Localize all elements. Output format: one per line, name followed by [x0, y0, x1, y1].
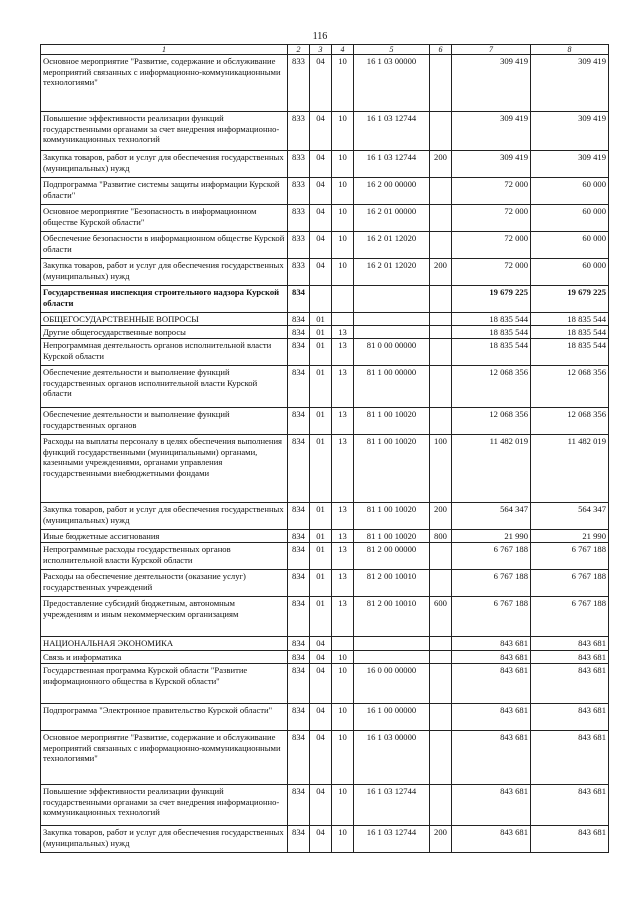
column-header: 4	[332, 45, 354, 55]
target-article-cell	[354, 326, 430, 339]
ministry-code-cell: 834	[288, 570, 310, 597]
row-name-cell: Основное мероприятие "Развитие, содержание и обслуживание мероприятий связанных с информационно-коммуникационными технологиями"	[41, 731, 288, 785]
row-name-cell: Расходы на обеспечение деятельности (оказание услуг) государственных учреждений	[41, 570, 288, 597]
target-article-cell: 16 1 00 00000	[354, 704, 430, 731]
amount-year2-cell: 309 419	[531, 151, 609, 178]
table-row	[41, 55, 609, 112]
section-code-cell: 01	[310, 326, 332, 339]
section-code-cell: 04	[310, 151, 332, 178]
expense-type-cell	[430, 651, 452, 664]
table-row	[41, 651, 609, 664]
amount-year2-cell: 60 000	[531, 178, 609, 205]
section-code-cell: 04	[310, 664, 332, 704]
target-article-cell: 81 1 00 10020	[354, 530, 430, 543]
table-row	[41, 570, 609, 597]
amount-year2-cell: 843 681	[531, 826, 609, 853]
ministry-code-cell: 834	[288, 326, 310, 339]
column-header: 1	[41, 45, 288, 55]
table-row	[41, 785, 609, 826]
amount-year2-cell: 843 681	[531, 704, 609, 731]
expense-type-cell: 200	[430, 259, 452, 286]
row-name-cell: Обеспечение безопасности в информационном обществе Курской области	[41, 232, 288, 259]
target-article-cell: 81 1 00 00000	[354, 366, 430, 408]
subsection-code-cell: 10	[332, 205, 354, 232]
amount-year2-cell: 21 990	[531, 530, 609, 543]
section-code-cell: 04	[310, 651, 332, 664]
amount-year2-cell: 843 681	[531, 637, 609, 651]
column-header: 2	[288, 45, 310, 55]
subsection-code-cell: 13	[332, 435, 354, 503]
expense-type-cell: 600	[430, 597, 452, 637]
table-row	[41, 530, 609, 543]
table-row	[41, 543, 609, 570]
section-code-cell: 01	[310, 366, 332, 408]
subsection-code-cell: 10	[332, 785, 354, 826]
expense-type-cell	[430, 731, 452, 785]
row-name-cell: Повышение эффективности реализации функций государственными органами за счет внедрения информационно-коммуникационных технологий	[41, 112, 288, 151]
target-article-cell: 16 2 00 00000	[354, 178, 430, 205]
amount-year1-cell: 6 767 188	[452, 597, 531, 637]
amount-year1-cell: 564 347	[452, 503, 531, 530]
target-article-cell: 16 2 01 12020	[354, 232, 430, 259]
row-name-cell: Закупка товаров, работ и услуг для обеспечения государственных (муниципальных) нужд	[41, 151, 288, 178]
section-code-cell: 01	[310, 597, 332, 637]
section-code-cell: 04	[310, 704, 332, 731]
amount-year1-cell: 843 681	[452, 826, 531, 853]
row-name-cell: Повышение эффективности реализации функций государственными органами за счет внедрения информационно-коммуникационных технологий	[41, 785, 288, 826]
table-row	[41, 704, 609, 731]
amount-year1-cell: 843 681	[452, 651, 531, 664]
amount-year1-cell: 18 835 544	[452, 326, 531, 339]
ministry-code-cell: 834	[288, 286, 310, 313]
amount-year2-cell: 18 835 544	[531, 326, 609, 339]
row-name-cell: Непрограммные расходы государственных органов исполнительной власти Курской области	[41, 543, 288, 570]
table-row	[41, 286, 609, 313]
section-code-cell: 04	[310, 785, 332, 826]
target-article-cell: 16 0 00 00000	[354, 664, 430, 704]
table-row	[41, 408, 609, 435]
expense-type-cell: 200	[430, 826, 452, 853]
section-code-cell: 04	[310, 55, 332, 112]
amount-year1-cell: 12 068 356	[452, 408, 531, 435]
column-header: 3	[310, 45, 332, 55]
expense-type-cell: 800	[430, 530, 452, 543]
amount-year2-cell: 19 679 225	[531, 286, 609, 313]
section-code-cell: 01	[310, 408, 332, 435]
row-name-cell: Подпрограмма "Электронное правительство Курской области"	[41, 704, 288, 731]
page-number: 116	[312, 31, 328, 42]
subsection-code-cell: 13	[332, 339, 354, 366]
table-row	[41, 205, 609, 232]
amount-year2-cell: 12 068 356	[531, 408, 609, 435]
amount-year1-cell: 309 419	[452, 55, 531, 112]
target-article-cell: 81 2 00 10010	[354, 597, 430, 637]
amount-year2-cell: 564 347	[531, 503, 609, 530]
ministry-code-cell: 833	[288, 112, 310, 151]
ministry-code-cell: 833	[288, 232, 310, 259]
amount-year2-cell: 18 835 544	[531, 339, 609, 366]
ministry-code-cell: 834	[288, 731, 310, 785]
expense-type-cell	[430, 55, 452, 112]
amount-year1-cell: 843 681	[452, 785, 531, 826]
ministry-code-cell: 834	[288, 435, 310, 503]
ministry-code-cell: 834	[288, 637, 310, 651]
ministry-code-cell: 834	[288, 785, 310, 826]
amount-year1-cell: 72 000	[452, 178, 531, 205]
row-name-cell: Связь и информатика	[41, 651, 288, 664]
amount-year1-cell: 21 990	[452, 530, 531, 543]
ministry-code-cell: 834	[288, 408, 310, 435]
target-article-cell: 81 0 00 00000	[354, 339, 430, 366]
subsection-code-cell: 10	[332, 826, 354, 853]
subsection-code-cell: 10	[332, 55, 354, 112]
row-name-cell: Закупка товаров, работ и услуг для обеспечения государственных (муниципальных) нужд	[41, 826, 288, 853]
row-name-cell: НАЦИОНАЛЬНАЯ ЭКОНОМИКА	[41, 637, 288, 651]
amount-year1-cell: 843 681	[452, 664, 531, 704]
subsection-code-cell: 10	[332, 151, 354, 178]
column-header: 6	[430, 45, 452, 55]
amount-year2-cell: 843 681	[531, 651, 609, 664]
row-name-cell: Закупка товаров, работ и услуг для обеспечения государственных (муниципальных) нужд	[41, 503, 288, 530]
target-article-cell: 16 2 01 00000	[354, 205, 430, 232]
target-article-cell	[354, 637, 430, 651]
amount-year2-cell: 6 767 188	[531, 597, 609, 637]
subsection-code-cell	[332, 313, 354, 326]
row-name-cell: Подпрограмма "Развитие системы защиты информации Курской области"	[41, 178, 288, 205]
row-name-cell: Основное мероприятие "Безопасность в информационном обществе Курской области"	[41, 205, 288, 232]
table-row	[41, 826, 609, 853]
ministry-code-cell: 834	[288, 704, 310, 731]
ministry-code-cell: 833	[288, 205, 310, 232]
ministry-code-cell: 834	[288, 530, 310, 543]
expense-type-cell	[430, 543, 452, 570]
subsection-code-cell: 13	[332, 530, 354, 543]
expense-type-cell: 100	[430, 435, 452, 503]
expense-type-cell	[430, 664, 452, 704]
target-article-cell: 16 2 01 12020	[354, 259, 430, 286]
section-code-cell: 04	[310, 112, 332, 151]
row-name-cell: Государственная инспекция строительного надзора Курской области	[41, 286, 288, 313]
row-name-cell: Предоставление субсидий бюджетным, автономным учреждениям и иным некоммерческим организациям	[41, 597, 288, 637]
subsection-code-cell: 13	[332, 503, 354, 530]
table-row	[41, 435, 609, 503]
section-code-cell: 04	[310, 637, 332, 651]
section-code-cell: 04	[310, 259, 332, 286]
expense-type-cell	[430, 205, 452, 232]
column-header: 8	[531, 45, 609, 55]
subsection-code-cell	[332, 637, 354, 651]
amount-year1-cell: 72 000	[452, 205, 531, 232]
subsection-code-cell: 10	[332, 664, 354, 704]
target-article-cell	[354, 651, 430, 664]
ministry-code-cell: 833	[288, 55, 310, 112]
table-row	[41, 731, 609, 785]
subsection-code-cell: 13	[332, 408, 354, 435]
expense-type-cell	[430, 178, 452, 205]
table-row	[41, 151, 609, 178]
section-code-cell	[310, 286, 332, 313]
amount-year1-cell: 18 835 544	[452, 313, 531, 326]
amount-year2-cell: 309 419	[531, 112, 609, 151]
target-article-cell: 16 1 03 00000	[354, 55, 430, 112]
subsection-code-cell: 10	[332, 704, 354, 731]
target-article-cell: 16 1 03 12744	[354, 112, 430, 151]
amount-year1-cell: 11 482 019	[452, 435, 531, 503]
section-code-cell: 01	[310, 503, 332, 530]
section-code-cell: 01	[310, 313, 332, 326]
target-article-cell: 16 1 03 12744	[354, 785, 430, 826]
table-row	[41, 112, 609, 151]
subsection-code-cell: 10	[332, 259, 354, 286]
amount-year1-cell: 19 679 225	[452, 286, 531, 313]
subsection-code-cell: 13	[332, 326, 354, 339]
expense-type-cell	[430, 637, 452, 651]
amount-year1-cell: 72 000	[452, 259, 531, 286]
target-article-cell	[354, 313, 430, 326]
row-name-cell: Иные бюджетные ассигнования	[41, 530, 288, 543]
expense-type-cell	[430, 112, 452, 151]
target-article-cell: 81 1 00 10020	[354, 503, 430, 530]
table-row	[41, 503, 609, 530]
ministry-code-cell: 834	[288, 313, 310, 326]
ministry-code-cell: 834	[288, 597, 310, 637]
ministry-code-cell: 834	[288, 826, 310, 853]
expense-type-cell	[430, 704, 452, 731]
column-header: 7	[452, 45, 531, 55]
amount-year2-cell: 60 000	[531, 232, 609, 259]
amount-year2-cell: 11 482 019	[531, 435, 609, 503]
table-row	[41, 326, 609, 339]
amount-year1-cell: 843 681	[452, 704, 531, 731]
row-name-cell: ОБЩЕГОСУДАРСТВЕННЫЕ ВОПРОСЫ	[41, 313, 288, 326]
subsection-code-cell: 10	[332, 232, 354, 259]
row-name-cell: Расходы на выплаты персоналу в целях обеспечения выполнения функций государственными (муниципальными) органами, казенными учреждениями, органами управления государственными внебюджетными фондами	[41, 435, 288, 503]
section-code-cell: 04	[310, 731, 332, 785]
subsection-code-cell: 10	[332, 651, 354, 664]
expense-type-cell: 200	[430, 503, 452, 530]
row-name-cell: Непрограммная деятельность органов исполнительной власти Курской области	[41, 339, 288, 366]
row-name-cell: Основное мероприятие "Развитие, содержание и обслуживание мероприятий связанных с информационно-коммуникационными технологиями"	[41, 55, 288, 112]
expense-type-cell	[430, 785, 452, 826]
amount-year1-cell: 309 419	[452, 112, 531, 151]
amount-year1-cell: 6 767 188	[452, 570, 531, 597]
section-code-cell: 01	[310, 339, 332, 366]
amount-year2-cell: 12 068 356	[531, 366, 609, 408]
ministry-code-cell: 833	[288, 259, 310, 286]
ministry-code-cell: 834	[288, 339, 310, 366]
amount-year1-cell: 843 681	[452, 637, 531, 651]
ministry-code-cell: 834	[288, 366, 310, 408]
table-row	[41, 597, 609, 637]
row-name-cell: Обеспечение деятельности и выполнение функций государственных органов исполнительной власти Курской области	[41, 366, 288, 408]
expense-type-cell	[430, 326, 452, 339]
ministry-code-cell: 834	[288, 664, 310, 704]
table-row	[41, 637, 609, 651]
target-article-cell	[354, 286, 430, 313]
expense-type-cell	[430, 408, 452, 435]
section-code-cell: 04	[310, 232, 332, 259]
target-article-cell: 81 1 00 10020	[354, 435, 430, 503]
target-article-cell: 16 1 03 00000	[354, 731, 430, 785]
subsection-code-cell: 13	[332, 366, 354, 408]
table-row	[41, 366, 609, 408]
column-number-row	[41, 45, 609, 55]
row-name-cell: Закупка товаров, работ и услуг для обеспечения государственных (муниципальных) нужд	[41, 259, 288, 286]
target-article-cell: 16 1 03 12744	[354, 151, 430, 178]
expense-type-cell: 200	[430, 151, 452, 178]
section-code-cell: 01	[310, 570, 332, 597]
ministry-code-cell: 833	[288, 178, 310, 205]
subsection-code-cell: 10	[332, 731, 354, 785]
section-code-cell: 01	[310, 435, 332, 503]
row-name-cell: Государственная программа Курской области "Развитие информационного общества в Курской области"	[41, 664, 288, 704]
amount-year2-cell: 843 681	[531, 785, 609, 826]
target-article-cell: 81 1 00 10020	[354, 408, 430, 435]
target-article-cell: 81 2 00 10010	[354, 570, 430, 597]
section-code-cell: 04	[310, 205, 332, 232]
table-row	[41, 339, 609, 366]
section-code-cell: 04	[310, 178, 332, 205]
ministry-code-cell: 833	[288, 151, 310, 178]
column-header: 5	[354, 45, 430, 55]
table-row	[41, 232, 609, 259]
subsection-code-cell	[332, 286, 354, 313]
amount-year1-cell: 309 419	[452, 151, 531, 178]
ministry-code-cell: 834	[288, 651, 310, 664]
amount-year2-cell: 6 767 188	[531, 543, 609, 570]
expense-type-cell	[430, 313, 452, 326]
amount-year2-cell: 843 681	[531, 731, 609, 785]
amount-year2-cell: 60 000	[531, 259, 609, 286]
subsection-code-cell: 10	[332, 178, 354, 205]
table-row	[41, 259, 609, 286]
table-row	[41, 313, 609, 326]
section-code-cell: 04	[310, 826, 332, 853]
expense-type-cell	[430, 232, 452, 259]
amount-year1-cell: 12 068 356	[452, 366, 531, 408]
amount-year2-cell: 60 000	[531, 205, 609, 232]
amount-year2-cell: 309 419	[531, 55, 609, 112]
subsection-code-cell: 10	[332, 112, 354, 151]
target-article-cell: 81 2 00 00000	[354, 543, 430, 570]
subsection-code-cell: 13	[332, 543, 354, 570]
expense-type-cell	[430, 366, 452, 408]
amount-year1-cell: 18 835 544	[452, 339, 531, 366]
expense-type-cell	[430, 286, 452, 313]
expense-type-cell	[430, 570, 452, 597]
subsection-code-cell: 13	[332, 597, 354, 637]
target-article-cell: 16 1 03 12744	[354, 826, 430, 853]
budget-table	[40, 44, 609, 853]
row-name-cell: Обеспечение деятельности и выполнение функций государственных органов	[41, 408, 288, 435]
ministry-code-cell: 834	[288, 543, 310, 570]
expense-type-cell	[430, 339, 452, 366]
row-name-cell: Другие общегосударственные вопросы	[41, 326, 288, 339]
amount-year1-cell: 72 000	[452, 232, 531, 259]
table-row	[41, 178, 609, 205]
table-row	[41, 664, 609, 704]
subsection-code-cell: 13	[332, 570, 354, 597]
amount-year1-cell: 6 767 188	[452, 543, 531, 570]
amount-year2-cell: 6 767 188	[531, 570, 609, 597]
amount-year2-cell: 843 681	[531, 664, 609, 704]
section-code-cell: 01	[310, 530, 332, 543]
section-code-cell: 01	[310, 543, 332, 570]
amount-year1-cell: 843 681	[452, 731, 531, 785]
amount-year2-cell: 18 835 544	[531, 313, 609, 326]
ministry-code-cell: 834	[288, 503, 310, 530]
